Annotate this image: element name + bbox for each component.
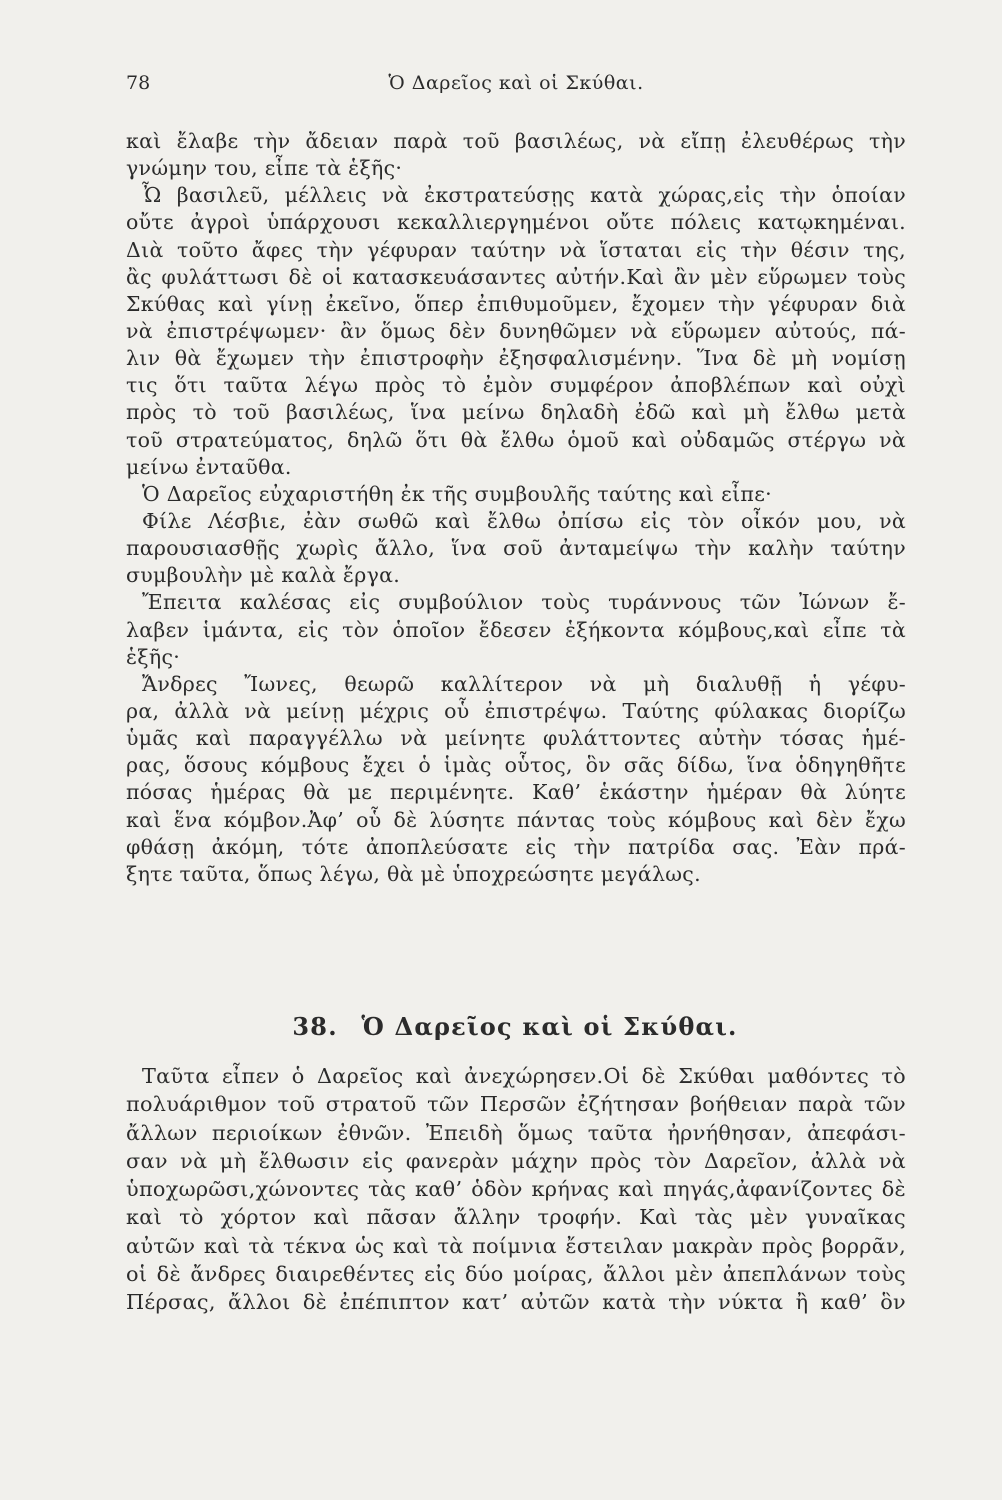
text-line: Ὦ βασιλεῦ, μέλλεις νὰ ἐκστρατεύσῃς κατὰ χώρας,εἰς τὴν ὁποίαν [142,183,906,208]
section-heading [0,1012,1002,1041]
text-line: Πέρσας, ἄλλοι δὲ ἐπέπιπτον κατ’ αὐτῶν κατὰ τὴν νύκτα ἢ καθ’ ὃν [126,1290,906,1315]
section-number: 38. [292,1012,338,1041]
text-line: αὐτῶν καὶ τὰ τέκνα ὡς καὶ τὰ ποίμνια ἔστειλαν μακρὰν πρὸς βορρᾶν, [126,1233,906,1258]
text-line: Ἄνδρες Ἴωνες, θεωρῶ καλλίτερον νὰ μὴ διαλυθῇ ἡ γέφυ- [142,671,906,696]
running-title: Ὁ Δαρεῖος καὶ οἱ Σκύθαι. [388,72,644,94]
text-line: καὶ ἕνα κόμβον.Ἀφ’ οὗ δὲ λύσητε πάντας τοὺς κόμβους καὶ δὲν ἔχω [126,807,906,832]
text-line: συμβουλὴν μὲ καλὰ ἔργα. [126,563,401,588]
text-line: Φίλε Λέσβιε, ἐὰν σωθῶ καὶ ἔλθω ὀπίσω εἰς τὸν οἶκόν μου, νὰ [142,508,906,533]
text-line: γνώμην του, εἶπε τὰ ἑξῆς· [126,156,403,181]
text-line: νὰ ἐπιστρέψωμεν· ἂν ὅμως δὲν δυνηθῶμεν νὰ εὕρωμεν αὐτούς, πά- [126,318,906,343]
text-line: σαν νὰ μὴ ἔλθωσιν εἰς φανερὰν μάχην πρὸς τὸν Δαρεῖον, ἀλλὰ νὰ [126,1148,906,1173]
text-line: ἄλλων περιοίκων ἐθνῶν. Ἐπειδὴ ὅμως ταῦτα ἠρνήθησαν, ἀπεφάσι- [126,1120,906,1145]
text-line: μείνω ἐνταῦθα. [126,454,292,479]
text-line: Σκύθας καὶ γίνῃ ἐκεῖνο, ὅπερ ἐπιθυμοῦμεν, ἔχομεν τὴν γέφυραν διὰ [126,291,906,316]
text-line: καὶ ἔλαβε τὴν ἄδειαν παρὰ τοῦ βασιλέως, νὰ εἴπῃ ἐλευθέρως τὴν [126,129,906,153]
text-line: λαβεν ἱμάντα, εἰς τὸν ὁποῖον ἔδεσεν ἑξήκοντα κόμβους,καὶ εἶπε τὰ [126,617,906,642]
text-line: Ἔπειτα καλέσας εἰς συμβούλιον τοὺς τυράννους τῶν Ἰώνων ἔ- [142,590,906,615]
text-line: ὑμᾶς καὶ παραγγέλλω νὰ μείνητε φυλάττοντες αὐτὴν τόσας ἡμέ- [126,726,906,751]
text-line: Ὁ Δαρεῖος εὐχαριστήθη ἐκ τῆς συμβουλῆς ταύτης καὶ εἶπε· [142,481,772,506]
section-title: Ὁ Δαρεῖος καὶ οἱ Σκύθαι. [361,1012,738,1041]
text-line: πόσας ἡμέρας θὰ με περιμένητε. Καθ’ ἑκάστην ἡμέραν θὰ λύητε [126,780,906,805]
page-number: 78 [126,72,151,94]
running-head [126,72,906,102]
text-line: οὔτε ἀγροὶ ὑπάρχουσι κεκαλλιεργημένοι οὔτε πόλεις κατῳκημέναι. [126,210,906,235]
text-line: Διὰ τοῦτο ἄφες τὴν γέφυραν ταύτην νὰ ἵσταται εἰς τὴν θέσιν της, [126,237,906,262]
text-block-bottom [126,1062,906,1317]
text-line: Ταῦτα εἶπεν ὁ Δαρεῖος καὶ ἀνεχώρησεν.Οἱ δὲ Σκύθαι μαθόντες τὸ [142,1064,906,1088]
text-line: ἂς φυλάττωσι δὲ οἱ κατασκευάσαντες αὐτήν.Καὶ ἂν μὲν εὕρωμεν τοὺς [126,264,906,289]
text-line: παρουσιασθῇς χωρὶς ἄλλο, ἵνα σοῦ ἀνταμείψω τὴν καλὴν ταύτην [126,536,906,561]
text-line: οἱ δὲ ἄνδρες διαιρεθέντες εἰς δύο μοίρας, ἄλλοι μὲν ἀπεπλάνων τοὺς [126,1262,906,1287]
text-line: λιν θὰ ἔχωμεν τὴν ἐπιστροφὴν ἐξησφαλισμένην. Ἵνα δὲ μὴ νομίσῃ [126,346,906,371]
text-line: πολυάριθμον τοῦ στρατοῦ τῶν Περσῶν ἐζήτησαν βοήθειαν παρὰ τῶν [126,1092,906,1117]
text-line: ὑποχωρῶσι,χώνοντες τὰς καθ’ ὁδὸν κρήνας καὶ πηγάς,ἀφανίζοντες δὲ [126,1177,906,1202]
text-line: ξητε ταῦτα, ὅπως λέγω, θὰ μὲ ὑποχρεώσητε μεγάλως. [126,861,701,886]
text-line: ρας, ὅσους κόμβους ἔχει ὁ ἱμὰς οὗτος, ὃν σᾶς δίδω, ἵνα ὁδηγηθῆτε [126,753,906,778]
text-line: πρὸς τὸ τοῦ βασιλέως, ἵνα μείνω δηλαδὴ ἐδῶ καὶ μὴ ἔλθω μετὰ [126,400,906,425]
text-line: φθάσῃ ἀκόμη, τότε ἀποπλεύσατε εἰς τὴν πατρίδα σας. Ἐὰν πρά- [126,834,906,859]
text-line: ἑξῆς· [126,644,181,669]
text-block-top [126,128,906,888]
text-line: ρα, ἀλλὰ νὰ μείνῃ μέχρις οὗ ἐπιστρέψω. Ταύτης φύλακας διορίζω [126,698,906,723]
text-line: τοῦ στρατεύματος, δηλῶ ὅτι θὰ ἔλθω ὁμοῦ καὶ οὐδαμῶς στέργω νὰ [126,427,906,452]
text-line: καὶ τὸ χόρτον καὶ πᾶσαν ἄλλην τροφήν. Καὶ τὰς μὲν γυναῖκας [126,1205,906,1230]
text-line: τις ὅτι ταῦτα λέγω πρὸς τὸ ἐμὸν συμφέρον ἀποβλέπων καὶ οὐχὶ [126,373,906,398]
